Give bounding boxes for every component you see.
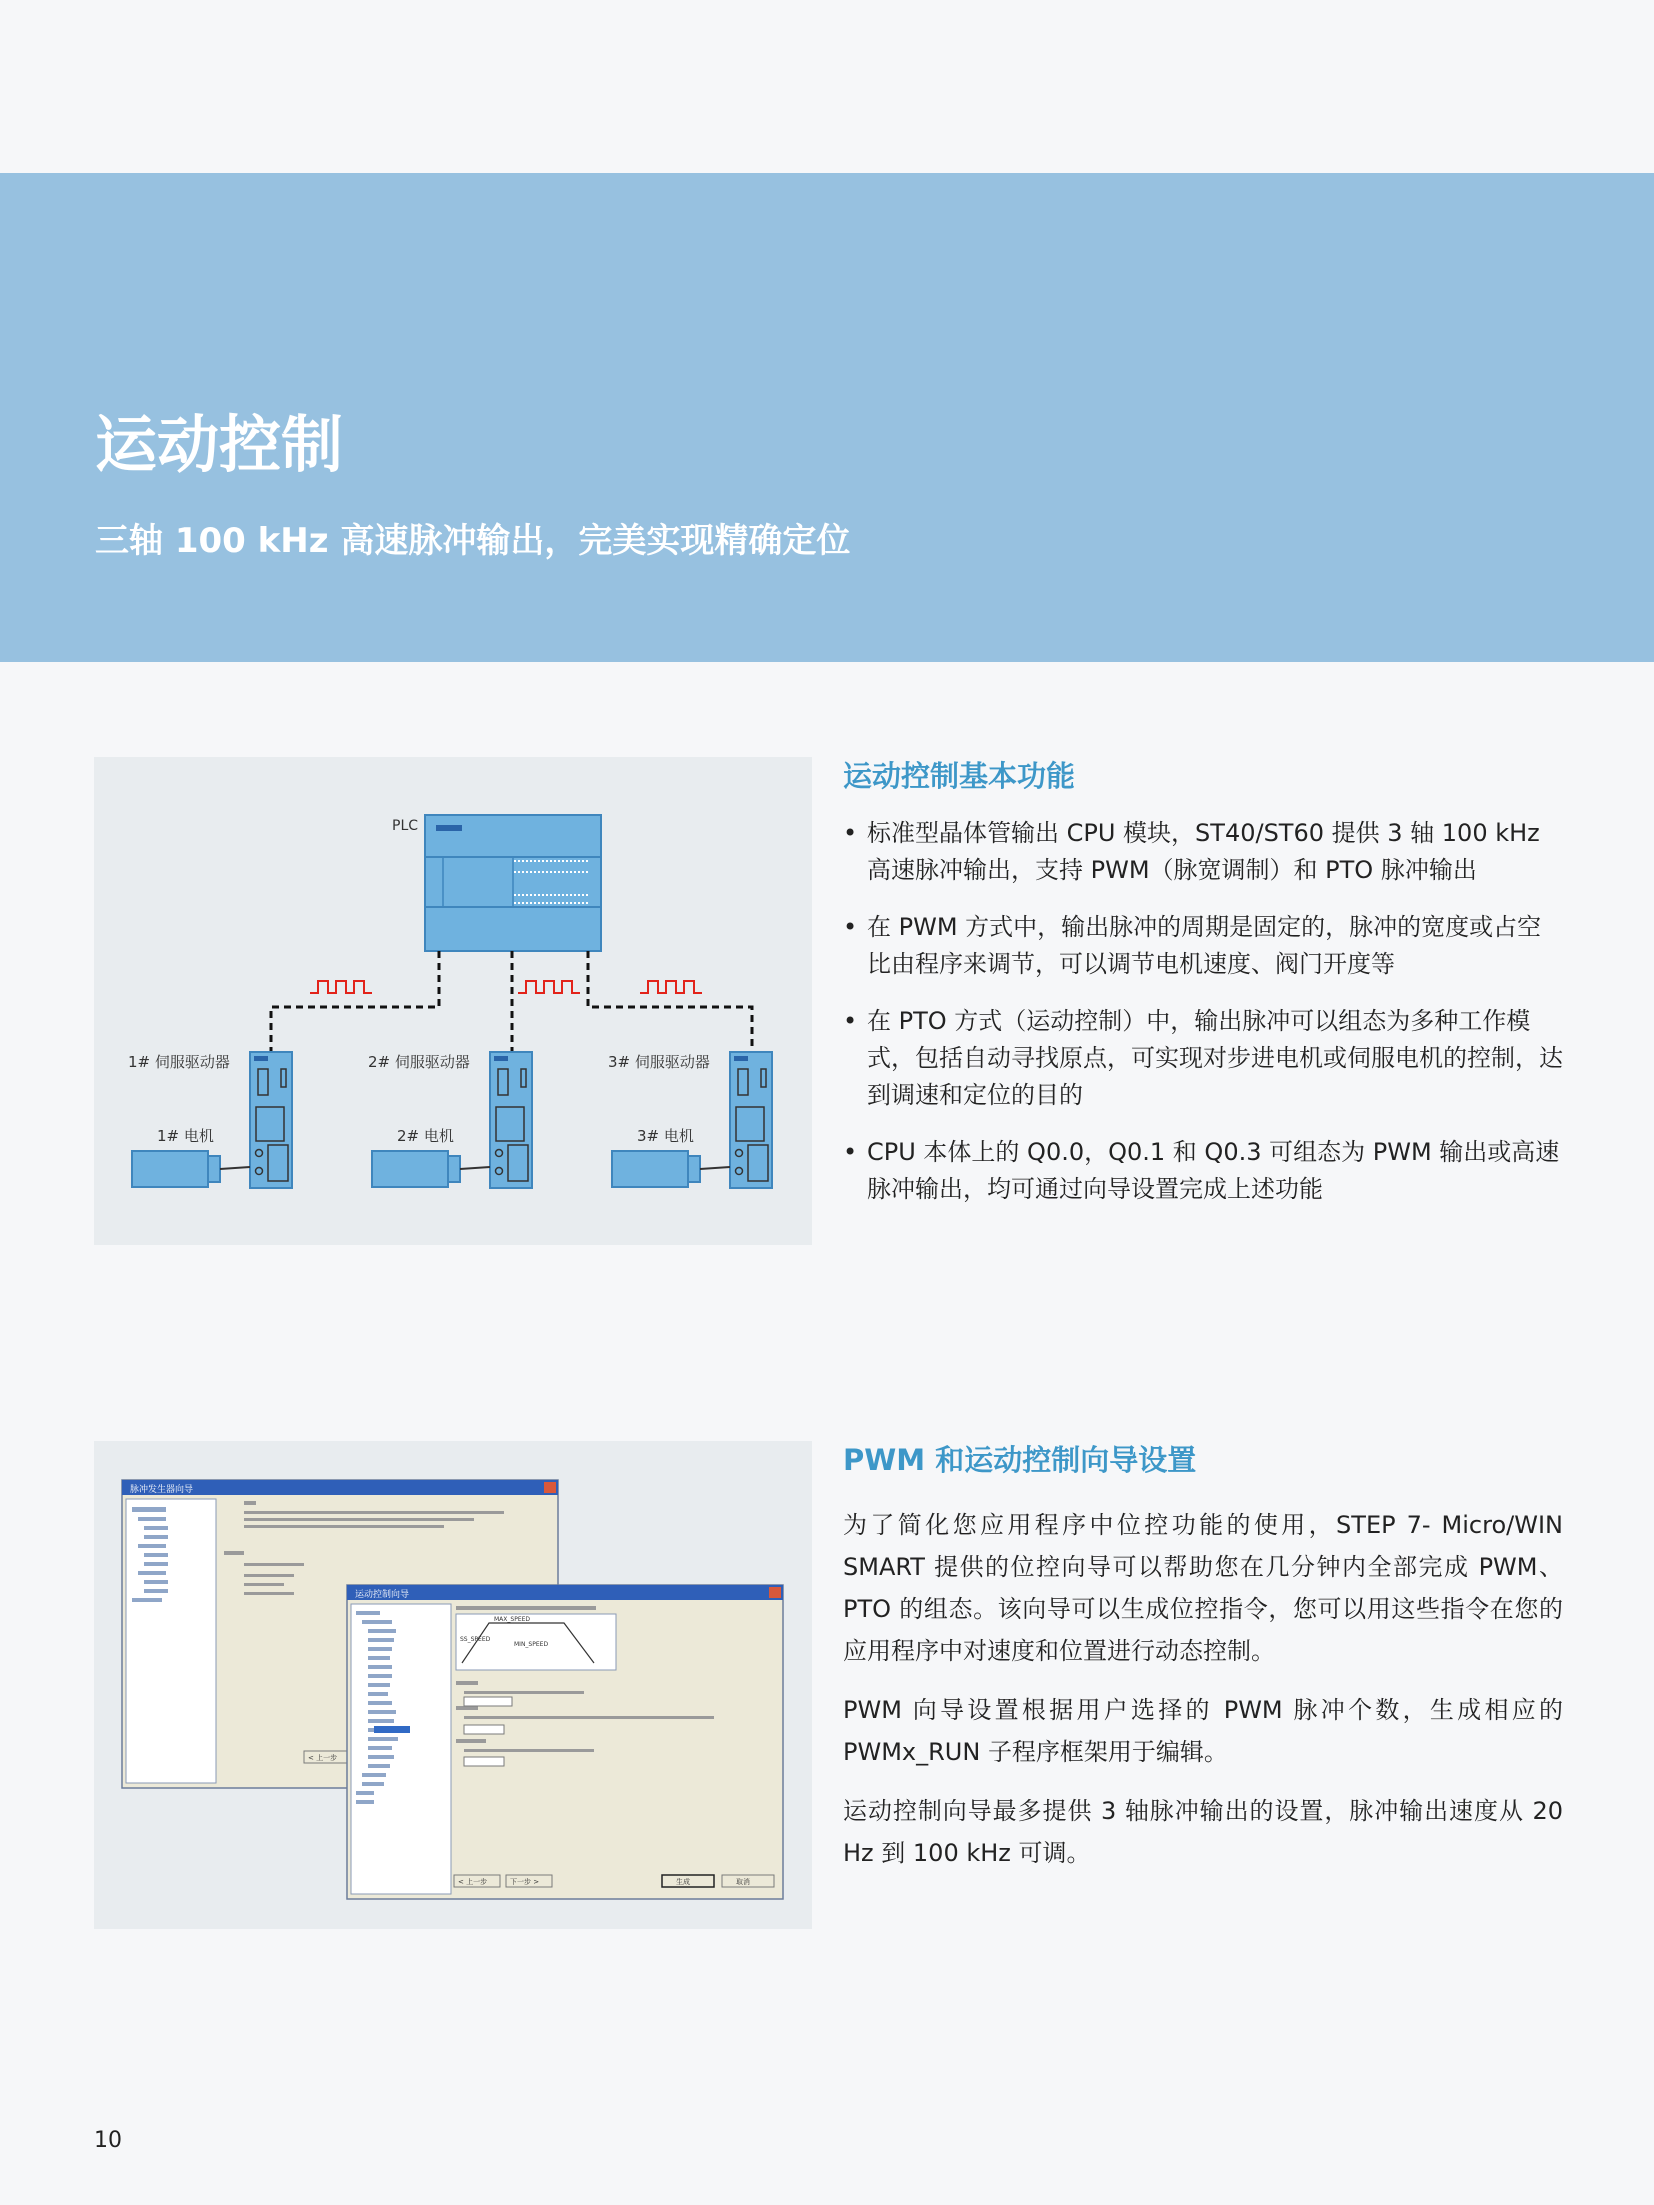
motor-3 bbox=[612, 1151, 730, 1187]
ss-speed-label: SS_SPEED bbox=[460, 1636, 491, 1643]
pulse-symbols bbox=[310, 981, 702, 993]
header-banner bbox=[0, 173, 1654, 662]
motor-1 bbox=[132, 1151, 250, 1187]
drive-label-3: 3# 伺服驱动器 bbox=[608, 1053, 710, 1071]
pulse-connections bbox=[271, 951, 752, 1052]
list-item: • 标准型晶体管输出 CPU 模块，ST40/ST60 提供 3 轴 100 kHz 高速脉冲输出，支持 PWM（脉宽调制）和 PTO 脉冲输出 bbox=[843, 815, 1563, 889]
list-item: • CPU 本体上的 Q0.0，Q0.1 和 Q0.3 可组态为 PWM 输出或高速脉冲输出，均可通过向导设置完成上述功能 bbox=[843, 1134, 1563, 1208]
paragraph: 为了简化您应用程序中位控功能的使用，STEP 7- Micro/WIN SMART 提供的位控向导可以帮助您在几分钟内全部完成 PWM、PTO 的组态。该向导可以生成位控指令，您可以用这些指令在您的应用程序中对速度和位置进行动态控制。 bbox=[843, 1511, 1563, 1665]
drive-label-1: 1# 伺服驱动器 bbox=[128, 1053, 230, 1071]
page-subtitle: 三轴 100 kHz 高速脉冲输出，完美实现精确定位 bbox=[95, 521, 851, 561]
wizard-screenshot bbox=[94, 1441, 812, 1929]
pwm-wizard-title: 脉冲发生器向导 bbox=[130, 1485, 194, 1495]
page-number: 10 bbox=[94, 2128, 122, 2153]
max-speed-label: MAX_SPEED bbox=[494, 1616, 531, 1623]
plc-label: PLC bbox=[392, 818, 419, 834]
wizard-svg bbox=[94, 1441, 812, 1929]
list-item: • 在 PTO 方式（运动控制）中，输出脉冲可以组态为多种工作模式，包括自动寻找原点，可实现对步进电机或伺服电机的控制，达到调速和定位的目的 bbox=[843, 1003, 1563, 1114]
paragraph: PWM 向导设置根据用户选择的 PWM 脉冲个数，生成相应的 PWMx_RUN 子程序框架用于编辑。 bbox=[843, 1696, 1563, 1766]
min-speed-label: MIN_SPEED bbox=[514, 1641, 549, 1648]
servo-drive-3 bbox=[730, 1052, 772, 1188]
servo-drive-1 bbox=[250, 1052, 292, 1188]
plc-device bbox=[425, 815, 601, 951]
motor-2 bbox=[372, 1151, 490, 1187]
drive-label-2: 2# 伺服驱动器 bbox=[368, 1053, 470, 1071]
motor-label-1: 1# 电机 bbox=[157, 1127, 214, 1145]
paragraph: 运动控制向导最多提供 3 轴脉冲输出的设置，脉冲输出速度从 20 Hz 到 100 kHz 可调。 bbox=[843, 1797, 1563, 1867]
motion-wizard-window bbox=[347, 1585, 783, 1899]
motor-label-3: 3# 电机 bbox=[637, 1127, 694, 1145]
diagram-svg bbox=[94, 757, 812, 1245]
page-title: 运动控制 bbox=[95, 408, 344, 481]
feature-list bbox=[843, 815, 1563, 1228]
motion-wizard-next: 下一步 > bbox=[510, 1878, 540, 1886]
section-title-basic-functions: 运动控制基本功能 bbox=[843, 759, 1076, 793]
motion-wizard-prev: < 上一步 bbox=[458, 1878, 488, 1886]
servo-drive-2 bbox=[490, 1052, 532, 1188]
motion-wizard-finish: 生成 bbox=[676, 1878, 690, 1886]
motion-control-diagram bbox=[94, 757, 812, 1245]
motion-wizard-cancel: 取消 bbox=[736, 1878, 750, 1886]
section-title-wizard: PWM 和运动控制向导设置 bbox=[843, 1443, 1197, 1477]
wizard-description bbox=[843, 1504, 1563, 1891]
pwm-wizard-prev: < 上一步 bbox=[308, 1754, 338, 1762]
motor-label-2: 2# 电机 bbox=[397, 1127, 454, 1145]
list-item: • 在 PWM 方式中，输出脉冲的周期是固定的，脉冲的宽度或占空比由程序来调节，可以调节电机速度、阀门开度等 bbox=[843, 909, 1563, 983]
motion-wizard-title: 运动控制向导 bbox=[355, 1590, 410, 1600]
